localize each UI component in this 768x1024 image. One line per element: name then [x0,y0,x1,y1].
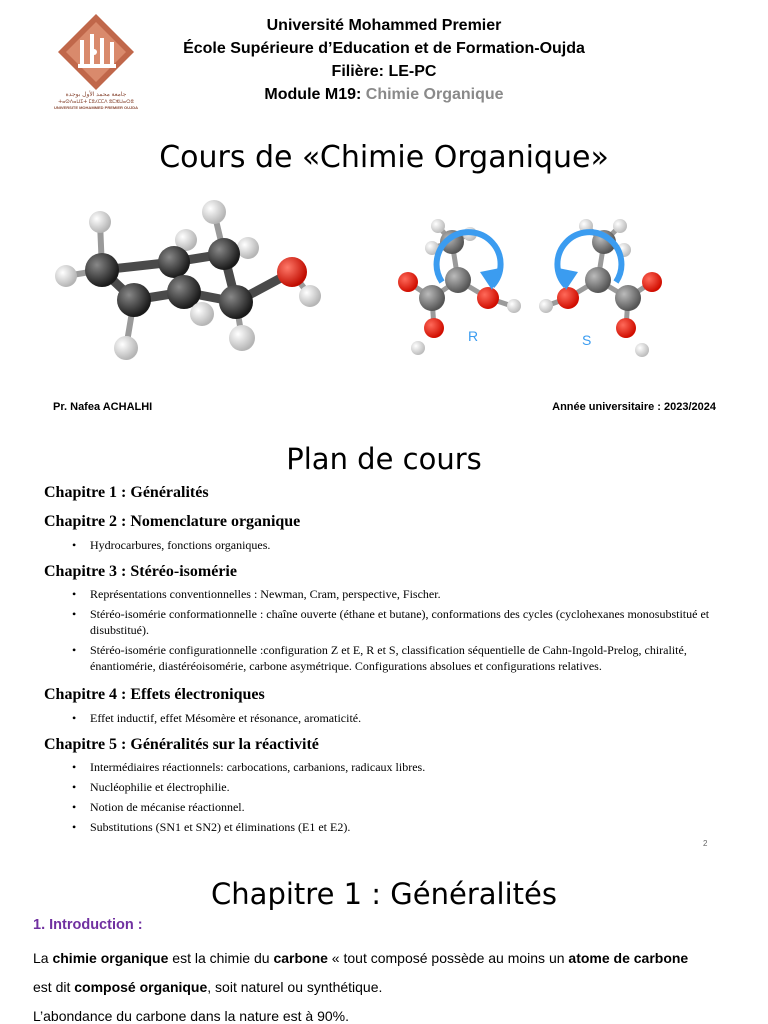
module-line [0,83,768,106]
text-run-bold: carbone [273,950,328,966]
academic-year: Année universitaire : 2023/2024 [552,401,716,413]
list-item: • Nucléophilie et électrophilie. [72,779,732,795]
intro-paragraph-line-3: L’abondance du carbone dans la nature est à 90%. [33,1008,350,1024]
plan-title: Plan de cours [286,442,482,476]
intro-paragraph-line-2 [33,979,382,995]
author-name: Pr. Nafea ACHALHI [53,401,153,413]
text-run: est dit [33,979,75,995]
course-title: Cours de «Chimie Organique» [159,140,609,175]
cyclohexanol-image [52,192,328,368]
list-item: • Substitutions (SN1 et SN2) et éliminations (E1 et E2). [72,819,732,835]
list-item: • Notion de mécanise réactionnel. [72,799,732,815]
chapter-5-list [72,759,732,839]
cyclohexanol-ball-and-stick-icon [52,192,328,368]
list-item: • Effet inductif, effet Mésomère et résonance, aromaticité. [72,710,732,726]
text-run: , soit naturel ou synthétique. [207,979,383,995]
text-run-bold: composé organique [74,979,208,995]
logo-caption-latin: UNIVERSITE MOHAMMED PREMIER OUJDA [53,105,138,110]
page-number: 2 [703,839,708,848]
logo-caption-tifinagh: ⵜⴰⵙⴷⴰⵡⵉⵜ ⵎⵓⵃⵎⵎⴷ ⵓⵎⵣⵡⴰⵔⵓ [58,99,134,105]
chapter-2-heading: Chapitre 2 : Nomenclature organique [44,513,301,530]
chiral-enantiomers-icon [392,212,668,362]
chapter-1-heading: Chapitre 1 : Généralités [44,484,209,501]
intro-paragraph-line-1 [33,950,688,966]
logo-caption-arabic: جامعة محمد الأول بوجدة [65,92,127,98]
list-item: • Intermédiaires réactionnels: carbocations, carbanions, radicaux libres. [72,759,732,775]
program-name: Filière: LE-PC [331,63,437,80]
chapter-3-heading: Chapitre 3 : Stéréo-isomérie [44,563,237,580]
label-r: R [468,328,479,344]
text-run: est la chimie du [168,950,274,966]
enantiomers-image [392,212,668,362]
text-run: « tout composé possède au moins un [327,950,569,966]
chapter-4-heading: Chapitre 4 : Effets électroniques [44,686,265,703]
list-item: • Hydrocarbures, fonctions organiques. [72,537,732,553]
chapter-3-list [72,586,732,678]
text-run-bold: chimie organique [52,950,169,966]
institution-header [0,14,768,106]
label-s: S [582,332,592,348]
module-highlight: Chimie Organique [365,86,504,103]
list-item: • Stéréo-isomérie configurationnelle :configuration Z et E, R et S, classification séquentielle de Cahn-Ingold-Prelog, chiralité, énantiomérie, diastéréoisomérie, carbone asymétrique. Configurations absolues et configurations relatives. [72,642,732,674]
text-run: La [33,950,53,966]
list-item: • Stéréo-isomérie conformationnelle : chaîne ouverte (éthane et butane), conformations des cycles (cyclohexanes monosubstitué et disubstitué). [72,606,732,638]
chapter-4-list [72,710,732,730]
section-introduction-heading: 1. Introduction : [33,917,143,933]
module-prefix: Module M19: [264,86,366,103]
university-name: Université Mohammed Premier [266,17,502,34]
chapter-5-heading: Chapitre 5 : Généralités sur la réactivité [44,736,319,753]
chapter-2-list [72,537,732,557]
chapter-1-title: Chapitre 1 : Généralités [211,877,557,911]
list-item: • Représentations conventionnelles : Newman, Cram, perspective, Fischer. [72,586,732,602]
school-name: École Supérieure d’Education et de Formation-Oujda [183,40,585,57]
text-run-bold: atome de carbone [568,950,689,966]
